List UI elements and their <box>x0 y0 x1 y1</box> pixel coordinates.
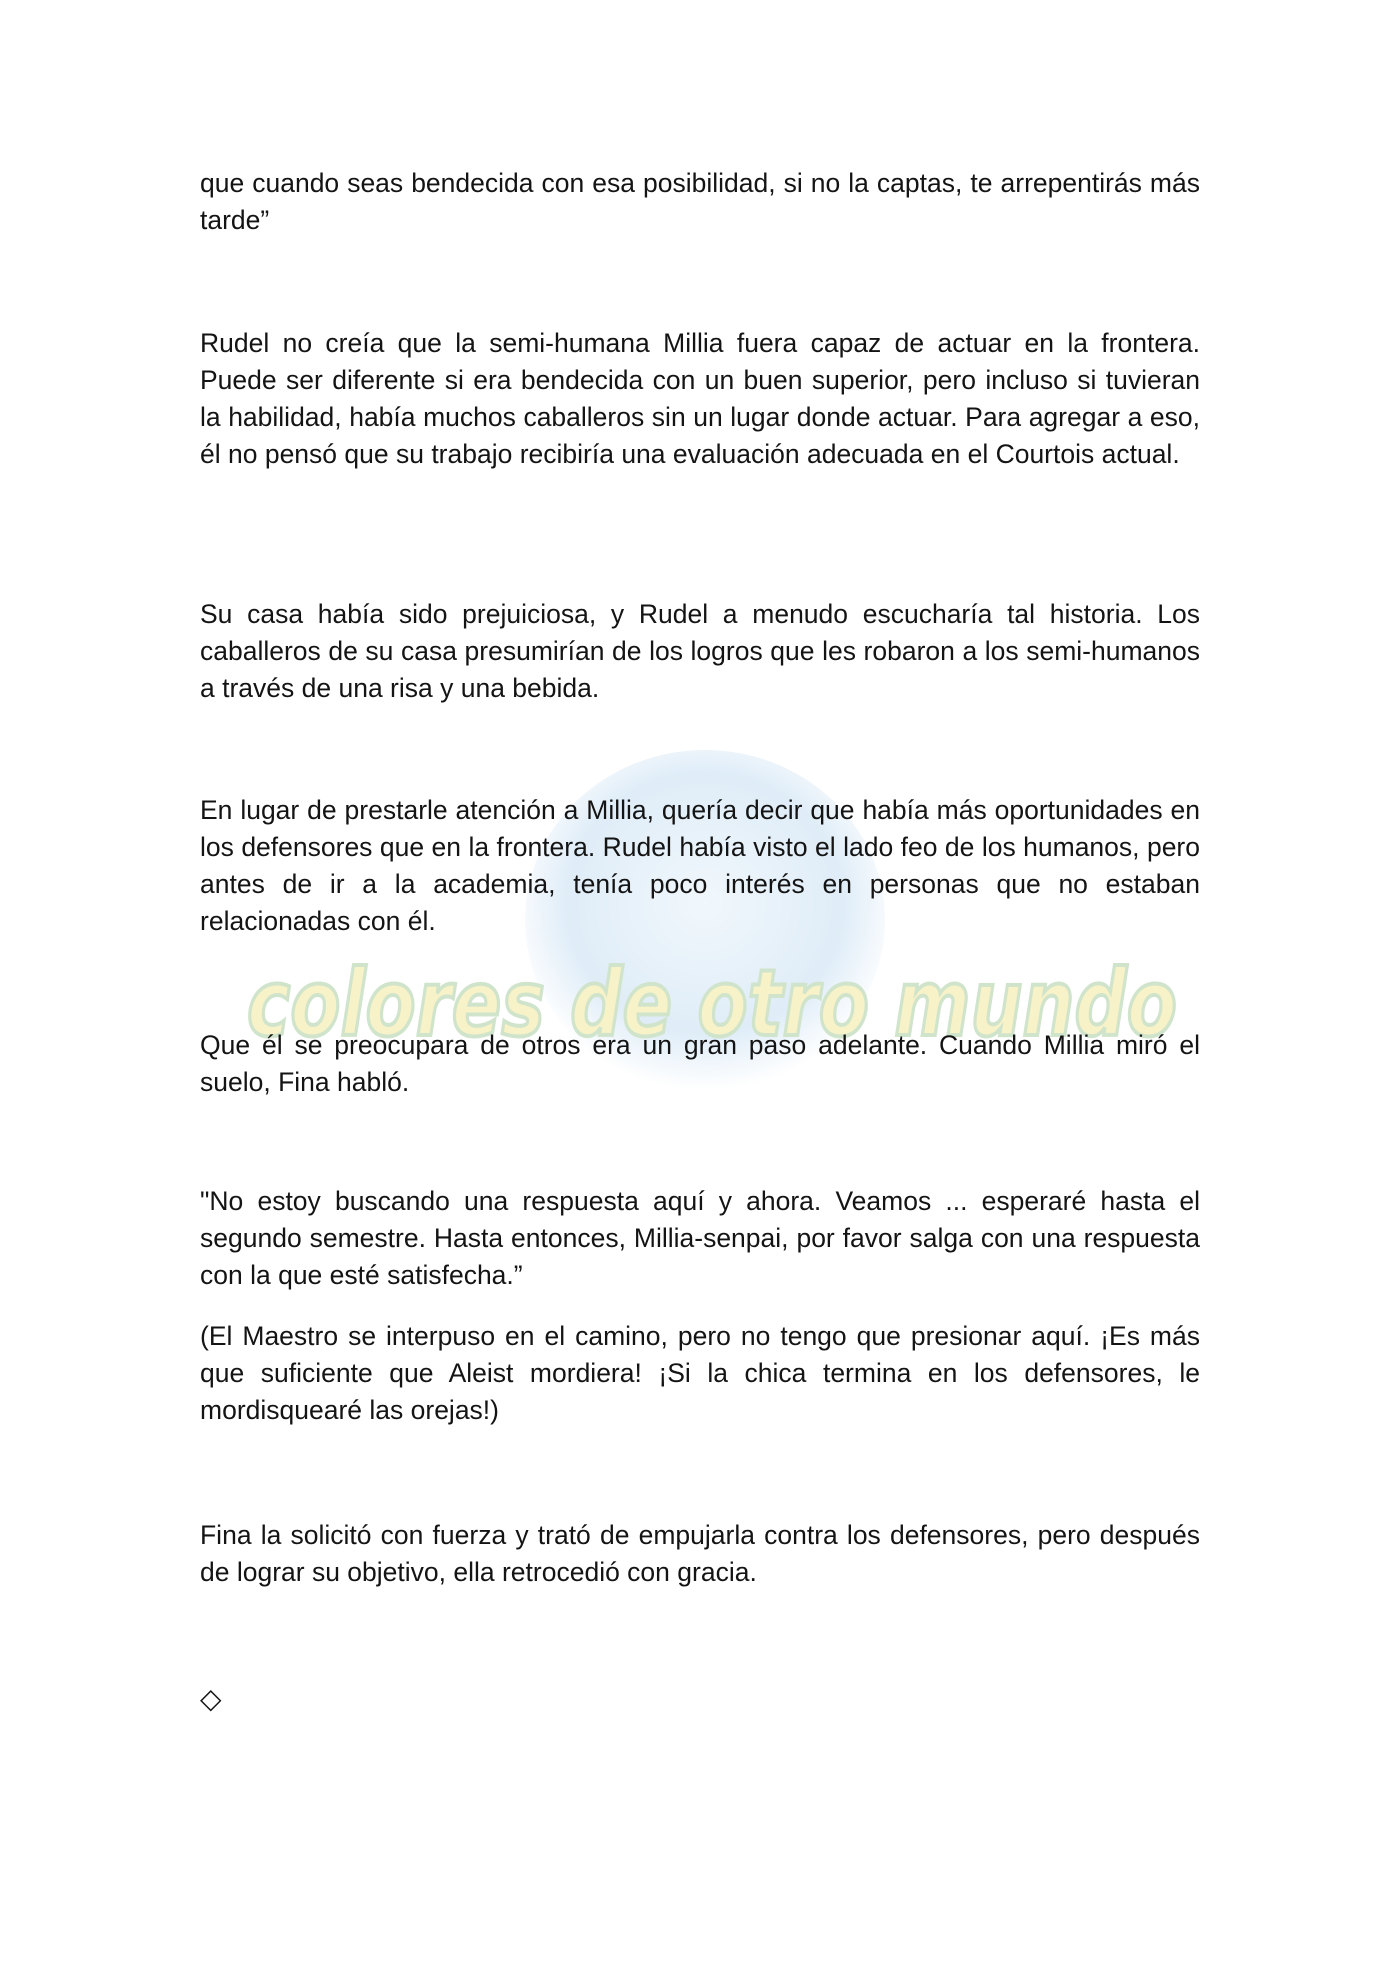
paragraph-4: En lugar de prestarle atención a Millia, quería decir que había más oportunidades en los defensores que en la frontera. Rudel había visto el lado feo de los humanos, pero antes de ir a la academia, tenía poco interés en personas que no estaban relacionadas con él. <box>200 795 1200 936</box>
paragraph-8: Fina la solicitó con fuerza y trató de empujarla contra los defensores, pero después de lograr su objetivo, ella retrocedió con gracia. <box>200 1520 1200 1587</box>
paragraph-2: Rudel no creía que la semi-humana Millia fuera capaz de actuar en la frontera. Puede ser diferente si era bendecida con un buen superior, pero incluso si tuvieran la habilidad, había muchos caballeros sin un lugar donde actuar. Para agregar a eso, él no pensó que su trabajo recibiría una evaluación adecuada en el Courtois actual. <box>200 328 1200 469</box>
paragraph-7: (El Maestro se interpuso en el camino, pero no tengo que presionar aquí. ¡Es más que suficiente que Aleist mordiera! ¡Si la chica termina en los defensores, le mordisquearé las orejas!) <box>200 1321 1200 1425</box>
paragraph-1: que cuando seas bendecida con esa posibilidad, si no la captas, te arrepentirás más tarde” <box>200 168 1200 235</box>
section-separator-diamond: ◇ <box>200 1682 222 1715</box>
watermark-text: colores de otro mundo <box>247 950 1177 1057</box>
paragraph-5: Que él se preocupara de otros era un gran paso adelante. Cuando Millia miró el suelo, Fina habló. <box>200 1030 1200 1097</box>
paragraph-6: "No estoy buscando una respuesta aquí y ahora. Veamos ... esperaré hasta el segundo semestre. Hasta entonces, Millia-senpai, por favor salga con una respuesta con la que esté satisfecha.” <box>200 1186 1200 1290</box>
paragraph-3: Su casa había sido prejuiciosa, y Rudel a menudo escucharía tal historia. Los caballeros de su casa presumirían de los logros que les robaron a los semi-humanos a través de una risa y una bebida. <box>200 599 1200 703</box>
